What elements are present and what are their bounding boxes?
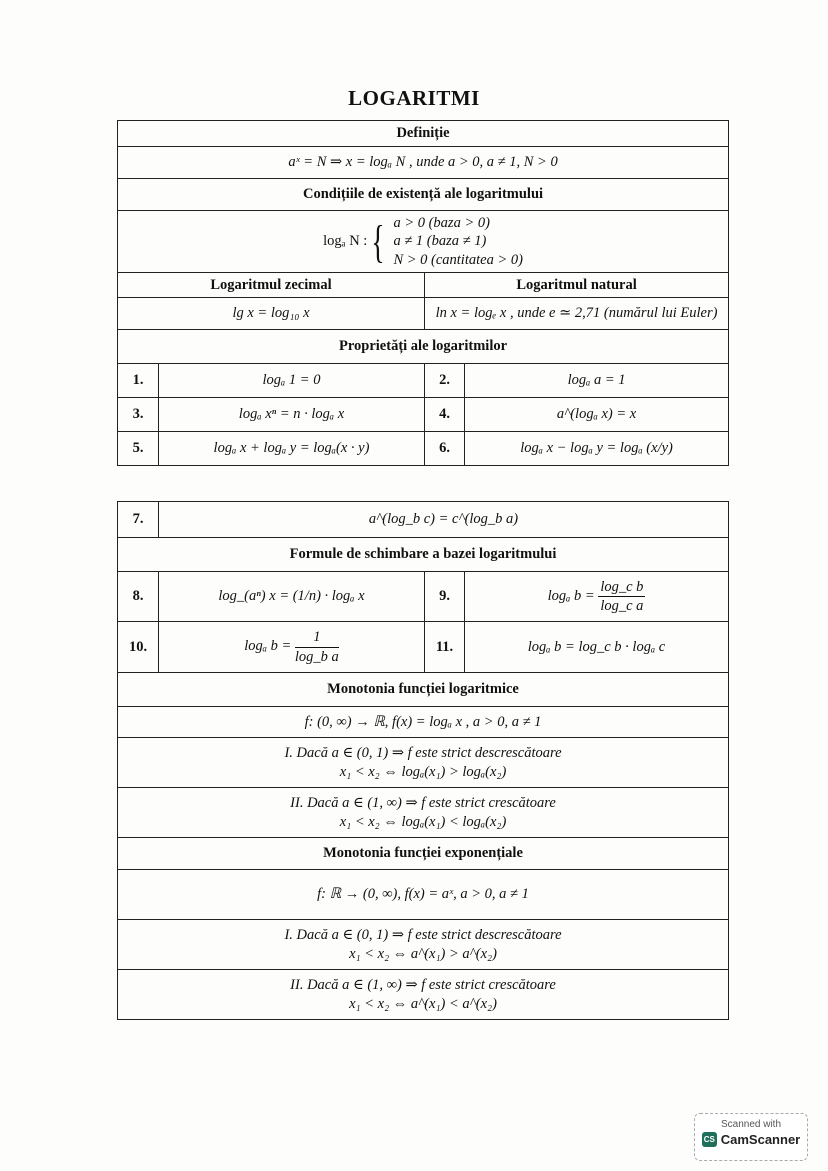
exp-case-decreasing [118, 920, 729, 970]
fraction-numerator: 1 [295, 628, 339, 647]
property-number: 2. [425, 364, 465, 398]
case-condition: II. Dacă a ∈ (1, ∞) ⇒ f este strict crescătoare [290, 795, 556, 812]
property-number: 11. [425, 622, 465, 673]
log-case-increasing [118, 788, 729, 838]
property-formula: logₐ xⁿ = n · logₐ x [159, 398, 425, 432]
property-number: 1. [118, 364, 159, 398]
fraction-denominator: log_c a [600, 598, 644, 614]
property-number: 4. [425, 398, 465, 432]
property-formula: logₐ x − logₐ y = logₐ (x/y) [465, 432, 729, 466]
existence-label: logₐ N : [323, 233, 368, 250]
logarithm-basics-table [117, 120, 729, 466]
fraction [295, 628, 339, 665]
fraction-denominator: log_b a [294, 648, 339, 665]
property-formula: a^(log_b c) = c^(log_b a) [159, 502, 729, 538]
case-equivalence: x₁ < x₂ ⇔ a^(x₁) < a^(x₂) [349, 995, 497, 1012]
case-condition: I. Dacă a ∈ (0, 1) ⇒ f este strict descrescătoare [284, 745, 562, 762]
definition-header: Definiție [118, 121, 729, 147]
property-formula [465, 572, 729, 622]
log-case-decreasing [118, 738, 729, 788]
properties-header: Proprietăți ale logaritmilor [118, 330, 729, 364]
case-condition: I. Dacă a ∈ (0, 1) ⇒ f este strict descrescătoare [284, 927, 562, 944]
property-formula: log_(aⁿ) x = (1/n) · logₐ x [159, 572, 425, 622]
natural-log-header: Logaritmul natural [425, 273, 729, 298]
case-equivalence: x₁ < x₂ ⇔ a^(x₁) > a^(x₂) [349, 945, 497, 962]
case-condition: II. Dacă a ∈ (1, ∞) ⇒ f este strict crescătoare [290, 977, 556, 994]
property-formula: logₐ a = 1 [465, 364, 729, 398]
fraction [598, 578, 645, 615]
camscanner-watermark [694, 1113, 808, 1161]
property-formula [159, 622, 425, 673]
natural-log-formula: ln x = logₑ x , unde e ≃ 2,71 (numărul lui Euler) [425, 298, 729, 330]
definition-formula: aˣ = N ⇒ x = logₐ N , unde a > 0, a ≠ 1, N > 0 [118, 147, 729, 179]
log-function-definition: f: (0, ∞) → ℝ, f(x) = logₐ x , a > 0, a ≠ 1 [118, 707, 729, 738]
fraction-lhs: logₐ b = [244, 638, 292, 655]
property-number: 10. [118, 622, 159, 673]
exp-monotony-header: Monotonia funcției exponențiale [118, 838, 729, 870]
condition-quantity-positive: N > 0 (cantitatea > 0) [393, 251, 523, 268]
property-number: 6. [425, 432, 465, 466]
property-formula: a^(logₐ x) = x [465, 398, 729, 432]
existence-conditions-cell [118, 211, 729, 273]
log-monotony-header: Monotonia funcției logaritmice [118, 673, 729, 707]
exp-function-definition: f: ℝ → (0, ∞), f(x) = aˣ, a > 0, a ≠ 1 [118, 870, 729, 920]
property-formula: logₐ x + logₐ y = logₐ(x · y) [159, 432, 425, 466]
existence-header: Condițiile de existență ale logaritmului [118, 179, 729, 211]
decimal-log-header: Logaritmul zecimal [118, 273, 425, 298]
watermark-brand: CamScanner [720, 1132, 801, 1147]
condition-base-not-one: a ≠ 1 (baza ≠ 1) [393, 233, 487, 250]
case-equivalence: x₁ < x₂ ⇔ logₐ(x₁) > logₐ(x₂) [339, 763, 507, 780]
camscanner-logo-icon: CS [702, 1132, 717, 1147]
logarithm-advanced-table [117, 501, 729, 1020]
property-number: 5. [118, 432, 159, 466]
base-change-header: Formule de schimbare a bazei logaritmului [118, 538, 729, 572]
fraction-lhs: logₐ b = [547, 587, 595, 604]
fraction-numerator: log_c b [598, 578, 645, 597]
property-number: 7. [118, 502, 159, 538]
property-number: 8. [118, 572, 159, 622]
property-row [118, 364, 729, 398]
exp-case-increasing [118, 970, 729, 1020]
condition-base-positive: a > 0 (baza > 0) [393, 215, 490, 232]
page-title: LOGARITMI [348, 86, 480, 110]
property-row [118, 432, 729, 466]
watermark-caption: Scanned with [720, 1119, 782, 1130]
decimal-log-formula: lg x = log₁₀ x [118, 298, 425, 330]
property-number: 9. [425, 572, 465, 622]
property-row [118, 398, 729, 432]
property-formula: logₐ 1 = 0 [159, 364, 425, 398]
property-formula: logₐ b = log_c b · logₐ c [465, 622, 729, 673]
left-brace-icon: { [371, 215, 386, 267]
case-equivalence: x₁ < x₂ ⇔ logₐ(x₁) < logₐ(x₂) [339, 813, 507, 830]
property-number: 3. [118, 398, 159, 432]
